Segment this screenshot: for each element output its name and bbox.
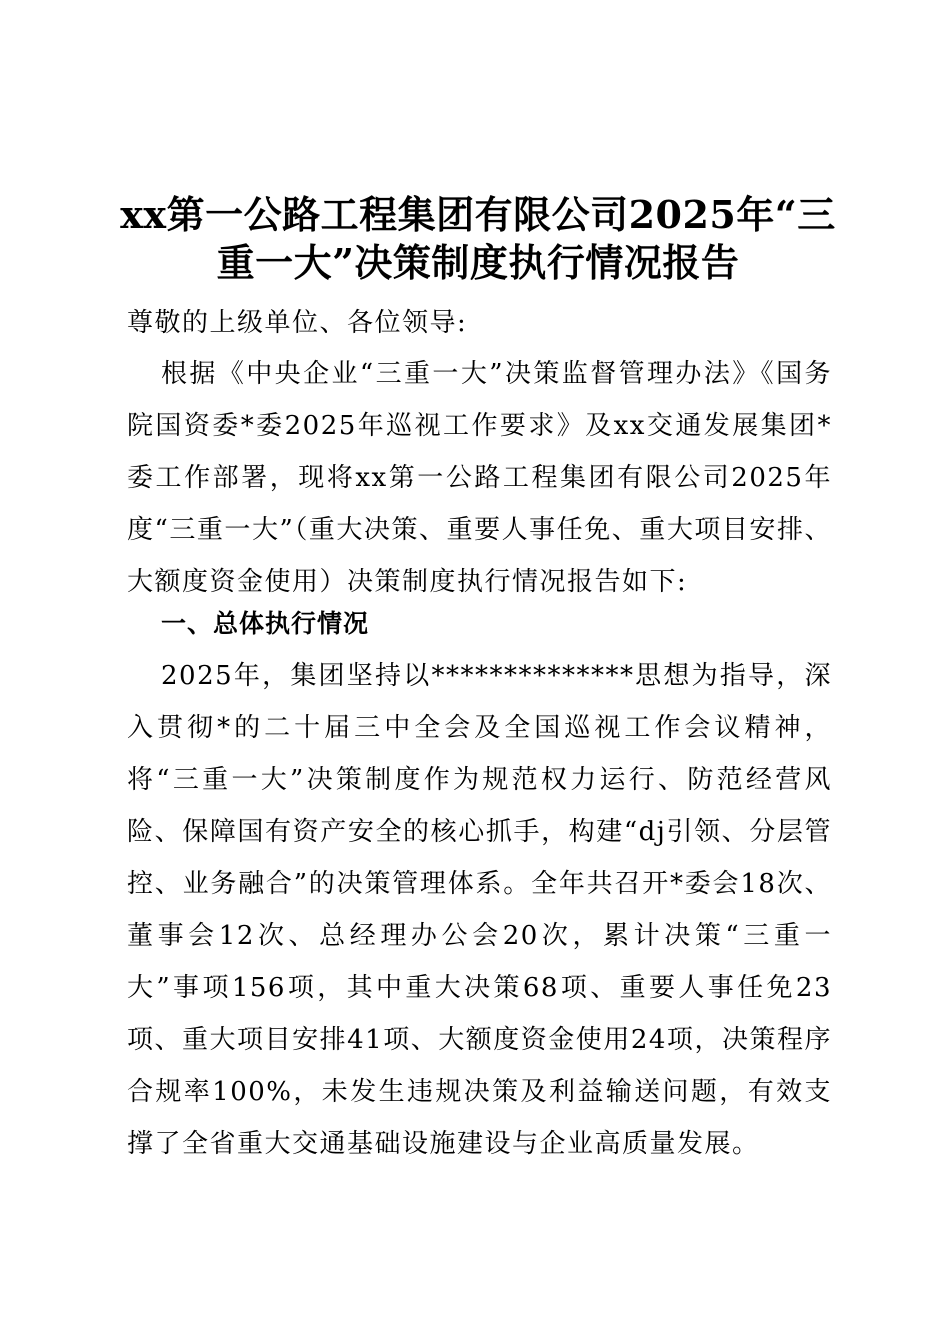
section-heading-overall: 一、总体执行情况 (161, 609, 370, 638)
section-paragraph-overall: 2025年，集团坚持以**************思想为指导，深入贯彻*的二十届三中全会及全国巡视工作会议精神，将“三重一大”决策制度作为规范权力运行、防范经营风险、保障国有资产安全的核心抓手，构建“dj引领、分层管控、业务融合”的决策管理体系。全年共召开*委会18次、董事会12次、总经理办公会20次，累计决策“三重一大”事项156项，其中重大决策68项、重要人事任免23项、重大项目安排41项、大额度资金使用24项，决策程序合规率100%，未发生违规决策及利益输送问题，有效支撑了全省重大交通基础设施建设与企业高质量发展。 (127, 661, 832, 1159)
intro-paragraph: 根据《中央企业“三重一大”决策监督管理办法》《国务院国资委*委2025年巡视工作要求》及xx交通发展集团*委工作部署，现将xx第一公路工程集团有限公司2025年度“三重一大”（重大决策、重要人事任免、重大项目安排、大额度资金使用）决策制度执行情况报告如下: (127, 359, 832, 597)
document-title: xx第一公路工程集团有限公司2025年“三重一大”决策制度执行情况报告 (120, 192, 836, 286)
salutation: 尊敬的上级单位、各位领导: (127, 308, 468, 338)
